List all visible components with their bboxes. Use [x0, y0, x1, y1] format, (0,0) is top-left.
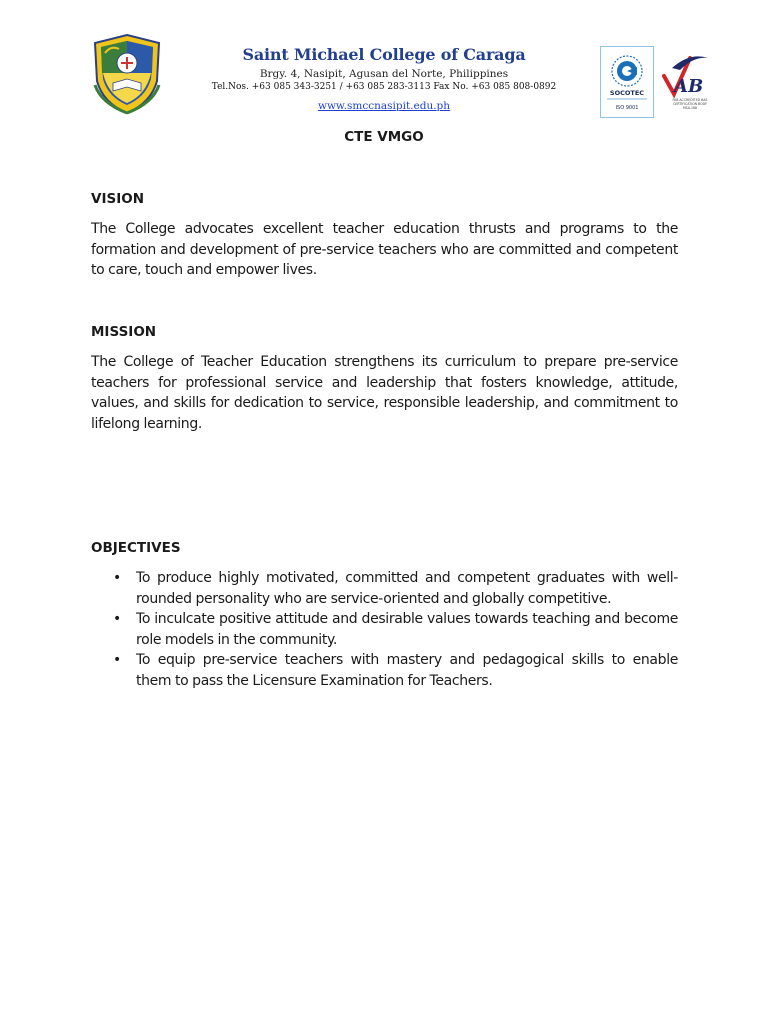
letterhead: [0, 0, 768, 125]
iso-standard-text: ISO 9001: [615, 105, 639, 111]
mission-text: The College of Teacher Education strengthens its curriculum to prepare pre-service teachers for professional service and leadership that fosters knowledge, attitude, values, and skills for dedication to service, responsible leadership, and commitment to lifelong learning.: [91, 354, 678, 432]
bullet-icon: •: [113, 652, 121, 668]
objective-item: [91, 609, 678, 650]
school-seal-logo: [91, 33, 163, 115]
objectives-list: [91, 568, 678, 691]
socotec-emblem-icon: [601, 47, 653, 117]
uab-text: AB: [674, 76, 704, 97]
objective-item: [91, 650, 678, 691]
objective-text: To produce highly motivated, committed and competent graduates with well-rounded personality who are service-oriented and globally competitive.: [136, 570, 678, 607]
document-title: CTE VMGO: [344, 129, 424, 145]
uab-caption: FAB ACCREDITED BAS CERTIFICATION BODY MSA-168: [672, 98, 708, 110]
objective-text: To inculcate positive attitude and desirable values towards teaching and become role models in the community.: [136, 611, 678, 648]
school-contacts: Tel.Nos. +63 085 343-3251 / +63 085 283-3113 Fax No. +63 085 808-0892: [211, 82, 557, 92]
bullet-icon: •: [113, 611, 121, 627]
school-address: Brgy. 4, Nasipit, Agusan del Norte, Philippines: [259, 68, 509, 80]
bullet-icon: •: [113, 570, 121, 586]
vision-text: The College advocates excellent teacher education thrusts and programs to the formation and development of pre-service teachers who are committed and competent to care, touch and empower lives.: [91, 221, 678, 278]
socotec-brand-text: SOCOTEC: [609, 89, 645, 97]
socotec-iso-badge: [600, 46, 654, 118]
objective-item: [91, 568, 678, 609]
school-website-link[interactable]: www.smccnasipit.edu.ph: [317, 100, 451, 112]
objectives-heading: OBJECTIVES: [91, 540, 181, 556]
school-info-block: [190, 44, 578, 114]
school-name: Saint Michael College of Caraga: [242, 45, 526, 64]
vision-heading: VISION: [91, 191, 144, 207]
objective-text: To equip pre-service teachers with mastery and pedagogical skills to enable them to pass the Licensure Examination for Teachers.: [136, 652, 678, 689]
mission-heading: MISSION: [91, 324, 157, 340]
